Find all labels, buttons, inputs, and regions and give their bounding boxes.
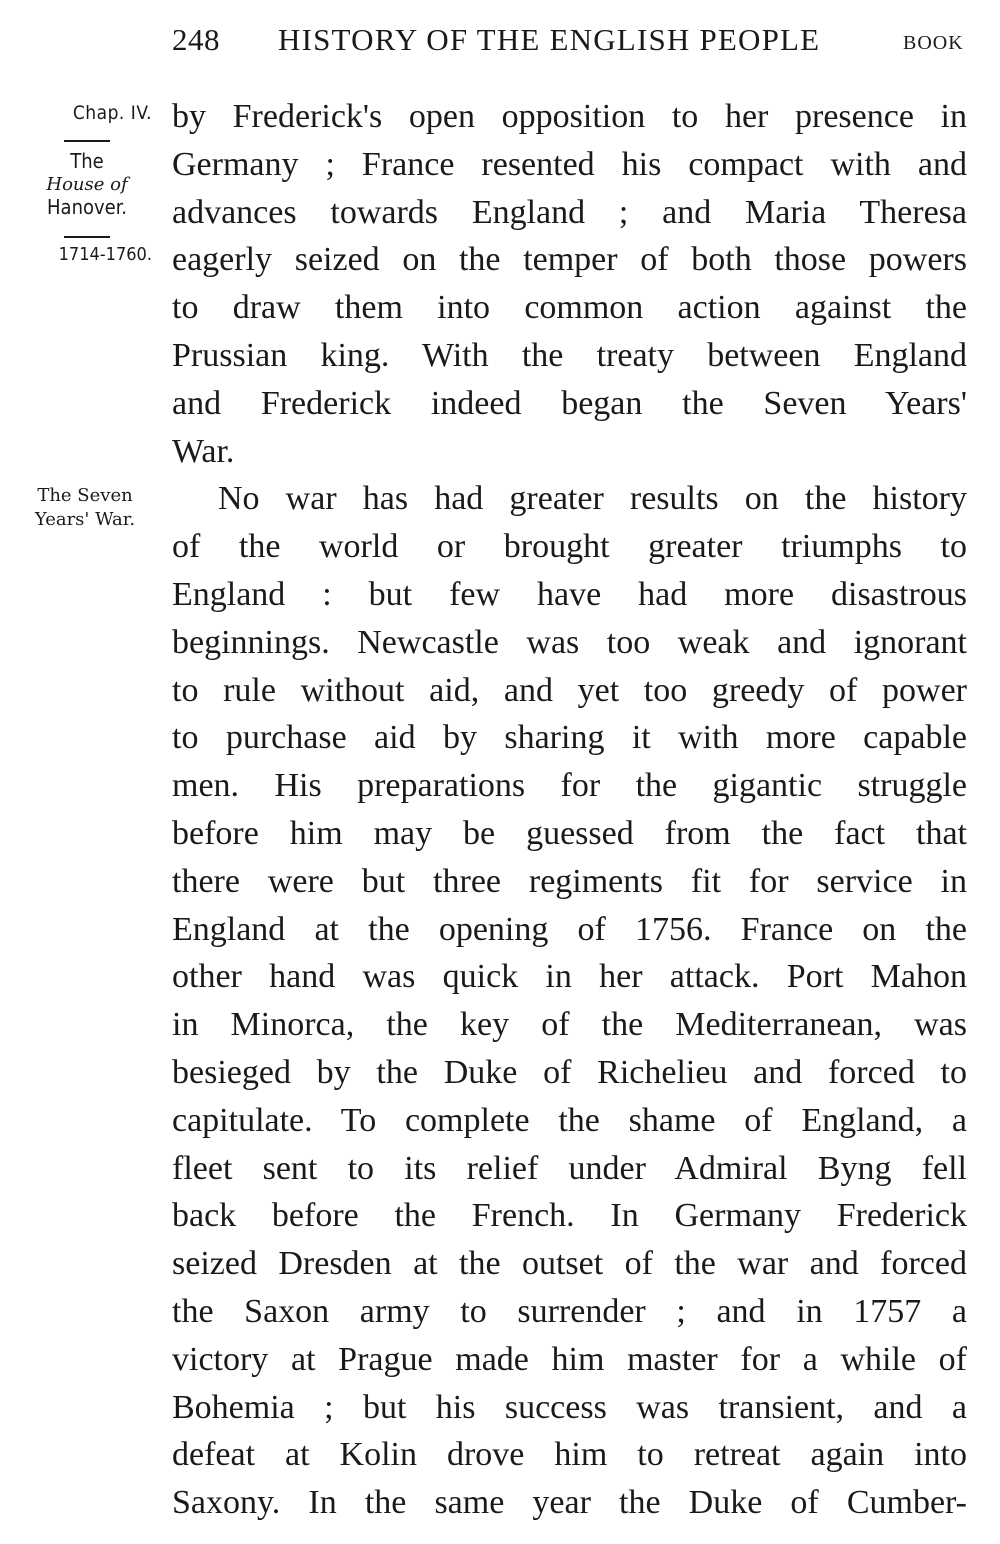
margin-section-line2: House of (46, 174, 128, 195)
running-title: HISTORY OF THE ENGLISH PEOPLE (278, 22, 821, 57)
margin-chapter: Chap. IV. (72, 102, 152, 124)
text-line: Prussian king. With the treaty between England (172, 336, 967, 374)
text-line: Germany ; France resented his compact with and (172, 145, 967, 183)
margin-topic-line1: The Seven (37, 485, 133, 506)
book-label: BOOK (903, 32, 964, 54)
text-line: before him may be guessed from the fact that (172, 814, 967, 852)
text-line: beginnings. Newcastle was too weak and ignorant (172, 623, 967, 661)
text-line: to purchase aid by sharing it with more capable (172, 719, 967, 757)
text-line: of the world or brought greater triumphs to (172, 528, 967, 566)
text-line: back before the French. In Germany Frederick (172, 1197, 967, 1235)
text-line: defeat at Kolin drove him to retreat again into (172, 1436, 967, 1474)
text-line: eagerly seized on the temper of both those powers (172, 241, 967, 279)
text-line: Saxony. In the same year the Duke of Cumber- (172, 1484, 967, 1522)
margin-dates: 1714-1760. (58, 244, 152, 265)
text-line: in Minorca, the key of the Mediterranean, was (172, 1006, 967, 1044)
text-line: War. (172, 432, 235, 470)
margin-section-line1: The (70, 149, 104, 173)
margin-section-line3: Hanover. (47, 195, 127, 219)
page-number: 248 (172, 22, 220, 57)
text-line: other hand was quick in her attack. Port Mahon (172, 958, 967, 996)
text-line: the Saxon army to surrender ; and in 1757 a (172, 1292, 967, 1330)
body-text (172, 93, 967, 1527)
margin-topic-note (20, 484, 150, 532)
text-line: by Frederick's open opposition to her presence in (172, 98, 967, 135)
text-line: advances towards England ; and Maria Theresa (172, 193, 967, 231)
text-line: to rule without aid, and yet too greedy of power (172, 671, 967, 709)
text-line: fleet sent to its relief under Admiral Byng fell (172, 1149, 967, 1187)
text-line: England : but few have had more disastrous (172, 575, 967, 613)
margin-section-title (30, 150, 144, 218)
margin-rule-top (64, 140, 110, 142)
text-line: to draw them into common action against the (172, 289, 967, 327)
margin-rule-bottom (64, 236, 110, 238)
text-line: besieged by the Duke of Richelieu and forced to (172, 1053, 967, 1091)
text-line: Bohemia ; but his success was transient, and a (172, 1388, 967, 1426)
text-line: men. His preparations for the gigantic struggle (172, 767, 967, 805)
running-header (0, 22, 1000, 62)
text-line: there were but three regiments fit for service in (172, 862, 967, 900)
text-line: capitulate. To complete the shame of England, a (172, 1101, 967, 1139)
text-line: seized Dresden at the outset of the war and forced (172, 1245, 967, 1283)
text-line: and Frederick indeed began the Seven Years' (172, 384, 967, 422)
text-line: victory at Prague made him master for a while of (172, 1340, 967, 1378)
text-line: England at the opening of 1756. France on the (172, 910, 967, 948)
margin-topic-line2: Years' War. (34, 509, 136, 530)
text-line: No war has had greater results on the history (218, 480, 967, 518)
